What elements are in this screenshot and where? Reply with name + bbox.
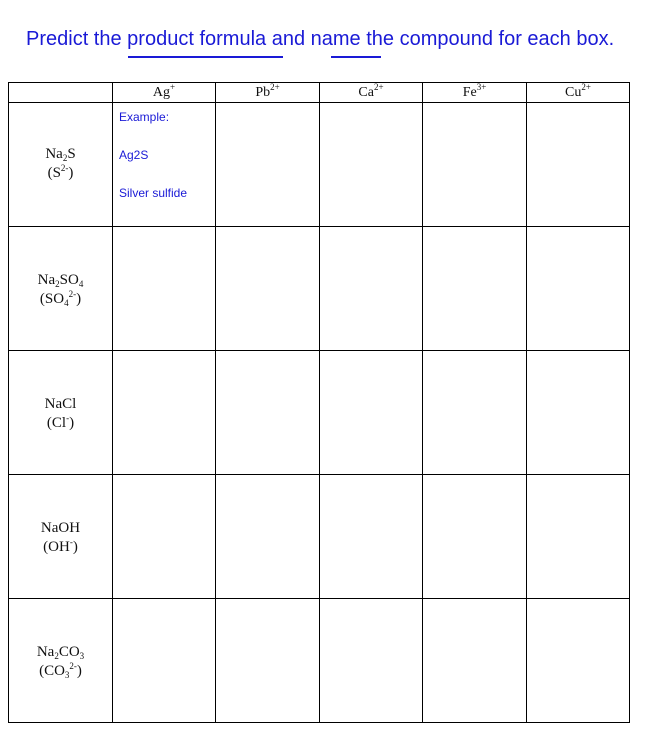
- answer-cell[interactable]: [423, 103, 527, 227]
- cation-symbol: Ag: [152, 85, 171, 100]
- cation-header-fe: [423, 83, 527, 103]
- anion-ion: (OH-): [43, 537, 78, 555]
- answer-cell[interactable]: [527, 599, 630, 723]
- cation-header-cu: [527, 83, 630, 103]
- anion-ion: (Cl-): [46, 413, 75, 431]
- anion-row-carbonate: [9, 599, 630, 723]
- answer-cell[interactable]: [216, 227, 320, 351]
- cation-charge: 2+: [373, 82, 384, 92]
- answer-cell[interactable]: [423, 599, 527, 723]
- anion-compound: NaOH: [40, 520, 81, 536]
- cation-symbol: Pb: [255, 85, 271, 100]
- answer-cell[interactable]: [113, 351, 216, 475]
- anion-label-cell: [9, 351, 113, 475]
- instruction-part2: formula and: [193, 28, 311, 50]
- answer-cell[interactable]: [423, 351, 527, 475]
- answer-cell[interactable]: [113, 227, 216, 351]
- answer-cell[interactable]: [527, 351, 630, 475]
- answer-cell[interactable]: [423, 227, 527, 351]
- name-underline: [331, 56, 381, 58]
- cation-charge: 2+: [270, 82, 280, 92]
- anion-compound: $Na_2SO_4$: [37, 272, 84, 289]
- anion-compound: $Na_2S$: [45, 146, 76, 163]
- answer-cell[interactable]: [527, 475, 630, 599]
- answer-cell[interactable]: [113, 475, 216, 599]
- anion-row-sulfate: [9, 227, 630, 351]
- answer-cell[interactable]: [216, 103, 320, 227]
- cation-header-ag: [113, 83, 216, 103]
- cation-symbol: Cu: [565, 85, 582, 100]
- anion-label-cell: [9, 227, 113, 351]
- answer-cell-ag-sulfide[interactable]: [113, 103, 216, 227]
- answer-cell[interactable]: [216, 475, 320, 599]
- answer-cell[interactable]: [527, 103, 630, 227]
- anion-ion: $(S^{2-})$: [47, 163, 74, 181]
- instruction-product: product: [127, 28, 194, 50]
- corner-cell: [9, 83, 113, 103]
- anion-row-chloride: [9, 351, 630, 475]
- answer-cell[interactable]: [113, 599, 216, 723]
- answer-cell[interactable]: [320, 103, 423, 227]
- answer-cell[interactable]: [320, 475, 423, 599]
- cation-charge: 3+: [476, 82, 487, 92]
- ion-grid-table: [8, 82, 630, 723]
- answer-cell[interactable]: [320, 599, 423, 723]
- example-label: Example:: [119, 110, 170, 124]
- answer-cell[interactable]: [320, 351, 423, 475]
- answer-cell[interactable]: [320, 227, 423, 351]
- answer-cell[interactable]: [527, 227, 630, 351]
- product-underline: [128, 56, 283, 58]
- instruction-part3: the compound for each box.: [360, 28, 615, 50]
- answer-cell[interactable]: [216, 599, 320, 723]
- answer-cell[interactable]: [216, 351, 320, 475]
- example-name: Silver sulfide: [119, 186, 188, 200]
- header-row: [9, 83, 630, 103]
- cation-header-ca: [320, 83, 423, 103]
- instruction-part1: Predict the: [26, 28, 128, 50]
- cation-symbol: Ca: [358, 85, 374, 100]
- anion-label-cell: [9, 599, 113, 723]
- anion-row-hydroxide: [9, 475, 630, 599]
- anion-ion: $(SO_4^{2-})$: [39, 289, 82, 308]
- cation-header-pb: [216, 83, 320, 103]
- anion-row-sulfide: [9, 103, 630, 227]
- example-formula: Ag2S: [119, 148, 149, 162]
- anion-label-cell: [9, 103, 113, 227]
- anion-compound: $Na_2CO_3$: [36, 644, 85, 661]
- cation-charge: 2+: [581, 82, 591, 92]
- anion-label-cell: [9, 475, 113, 599]
- instruction-name: name: [310, 28, 361, 50]
- anion-compound: NaCl: [44, 396, 77, 412]
- cation-charge: +: [170, 82, 176, 92]
- cation-symbol: Fe: [462, 85, 477, 100]
- answer-cell[interactable]: [423, 475, 527, 599]
- anion-ion: $(CO_3^{2-})$: [39, 661, 82, 680]
- instruction-text: [26, 28, 614, 51]
